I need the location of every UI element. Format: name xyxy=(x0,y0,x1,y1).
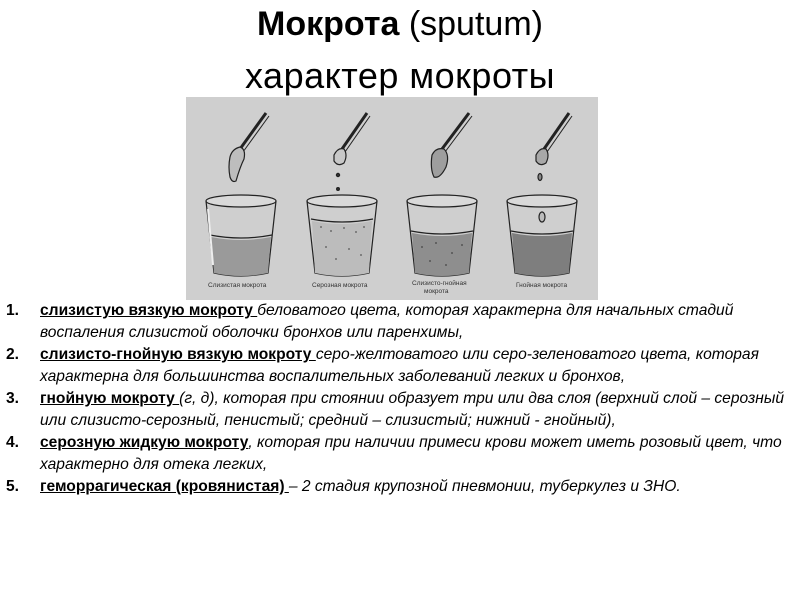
caption-glass-1: Слизистая мокрота xyxy=(208,282,267,289)
list-item-term: геморрагическая (кровянистая) xyxy=(40,478,289,495)
caption-glass-3b: мокрота xyxy=(424,288,449,295)
list-item xyxy=(0,432,800,475)
list-number: 1. xyxy=(6,302,20,319)
slide-subtitle: характер мокроты xyxy=(244,55,556,96)
list-number: 2. xyxy=(6,346,20,363)
list-item-term: гнойную мокроту xyxy=(40,390,180,407)
list-item-text: – 2 стадия крупозной пневмонии, туберкулез и ЗНО. xyxy=(288,478,681,495)
glass-serous xyxy=(307,113,377,276)
title-latin-term: (sputum) xyxy=(399,5,543,43)
glasses-drawing xyxy=(186,97,598,300)
sputum-glasses-illustration xyxy=(186,97,598,300)
list-item-text: (г, д), которая при стоянии образует три или два слоя (верхний слой – серозный или слизисто-серозный, пенистый; средний – слизистый; нижний - гнойный), xyxy=(40,390,784,429)
glass-mucous xyxy=(206,113,276,276)
list-number: 5. xyxy=(6,478,20,495)
list-item xyxy=(0,476,800,498)
glass-mucopurulent xyxy=(407,113,477,276)
glass-purulent xyxy=(507,113,577,276)
list-item xyxy=(0,300,800,343)
list-item-term: слизистую вязкую мокроту xyxy=(40,302,258,319)
title-bold-word: Мокрота xyxy=(257,5,400,43)
list-item-text: , которая при наличии примеси крови может иметь розовый цвет, что характерно для отека легких, xyxy=(40,434,782,473)
caption-glass-2: Серозная мокрота xyxy=(312,282,368,289)
caption-glass-3a: Слизисто-гнойная xyxy=(412,280,467,287)
list-number: 4. xyxy=(6,434,20,451)
list-number: 3. xyxy=(6,390,20,407)
list-item-text: серо-желтоватого или серо-зеленоватого цвета, которая характерна для большинства воспалительных заболеваний легких и бронхов, xyxy=(40,346,759,385)
list-item xyxy=(0,344,800,387)
caption-glass-4: Гнойная мокрота xyxy=(516,282,568,289)
list-item-term: слизисто-гнойную вязкую мокроту xyxy=(40,346,316,363)
list-item-term: серозную жидкую мокроту xyxy=(40,434,249,451)
slide-title xyxy=(0,4,800,44)
list-item-text: беловатого цвета, которая характерна для начальных стадий воспаления слизистой оболочки бронхов или паренхимы, xyxy=(40,302,734,341)
sputum-types-list xyxy=(0,300,800,498)
list-item xyxy=(0,388,800,431)
